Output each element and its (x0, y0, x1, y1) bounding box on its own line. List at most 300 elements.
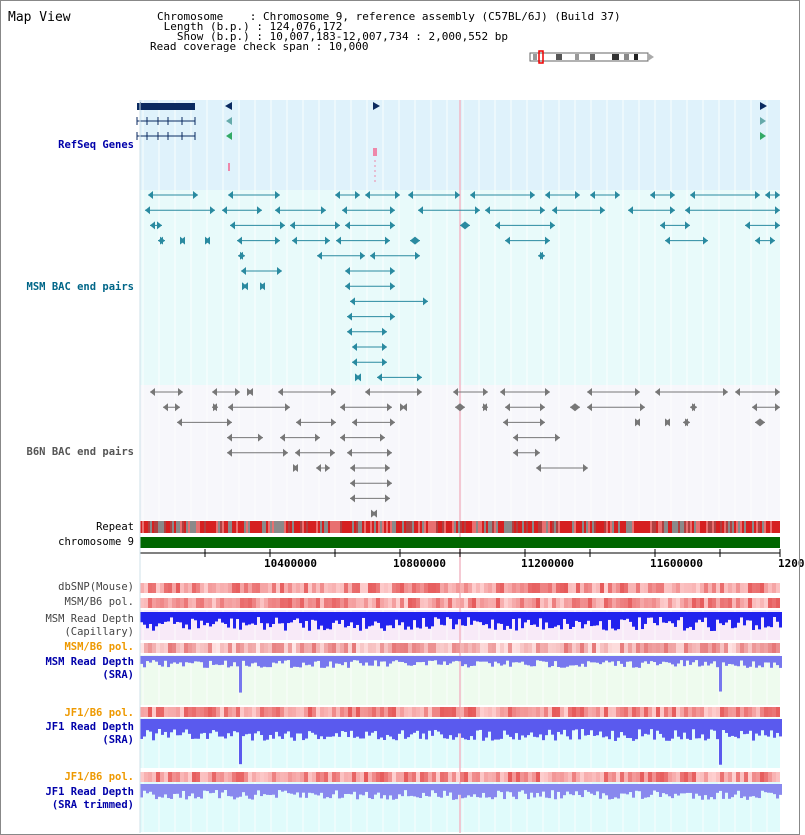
depth-bar (650, 784, 653, 795)
repeat-segment (244, 521, 246, 533)
polymorphism-cell (432, 643, 436, 653)
depth-bar (257, 612, 260, 617)
polymorphism-cell (344, 707, 348, 717)
polymorphism-cell (356, 583, 360, 593)
repeat-segment (738, 521, 740, 533)
repeat-segment (616, 521, 618, 533)
polymorphism-cell (308, 583, 312, 593)
depth-bar (389, 784, 392, 795)
depth-bar (779, 656, 782, 668)
polymorphism-cell (184, 707, 188, 717)
polymorphism-cell (324, 772, 328, 782)
polymorphism-cell (700, 583, 704, 593)
polymorphism-cell (604, 772, 608, 782)
repeat-segment (522, 521, 524, 533)
depth-bar (698, 656, 701, 666)
depth-bar (539, 719, 542, 734)
depth-bar (305, 784, 308, 798)
polymorphism-cell (280, 643, 284, 653)
depth-bar (539, 656, 542, 661)
polymorphism-cell (428, 772, 432, 782)
polymorphism-cell (560, 583, 564, 593)
depth-bar (419, 719, 422, 739)
repeat-segment (662, 521, 664, 533)
polymorphism-cell (296, 643, 300, 653)
depth-bar (566, 784, 569, 792)
page-title: Map View (8, 10, 71, 25)
depth-bar (164, 784, 167, 794)
gene-mark (228, 163, 230, 171)
polymorphism-cell (432, 707, 436, 717)
polymorphism-cell (300, 598, 304, 608)
depth-bar (719, 656, 722, 692)
polymorphism-cell (496, 643, 500, 653)
polymorphism-cell (412, 583, 416, 593)
repeat-segment (404, 521, 406, 533)
polymorphism-cell (332, 643, 336, 653)
repeat-segment (162, 521, 164, 533)
depth-bar (602, 656, 605, 662)
polymorphism-cell (556, 583, 560, 593)
repeat-segment (684, 521, 686, 533)
polymorphism-cell (528, 772, 532, 782)
repeat-segment (476, 521, 478, 533)
polymorphism-cell (164, 707, 168, 717)
ideogram (530, 53, 648, 61)
depth-bar (716, 719, 719, 739)
repeat-segment (584, 521, 586, 533)
depth-bar (152, 656, 155, 660)
depth-bar (686, 612, 689, 628)
polymorphism-cell (240, 598, 244, 608)
repeat-segment (538, 521, 540, 533)
depth-bar (725, 719, 728, 733)
repeat-segment (776, 521, 778, 533)
depth-bar (260, 784, 263, 796)
depth-bar (191, 656, 194, 663)
depth-bar (695, 784, 698, 794)
depth-bar (350, 656, 353, 662)
polymorphism-cell (368, 598, 372, 608)
repeat-segment (612, 521, 614, 533)
repeat-segment (396, 521, 398, 533)
depth-bar (620, 612, 623, 620)
repeat-segment (688, 521, 690, 533)
depth-bar (743, 656, 746, 666)
repeat-segment (700, 521, 702, 533)
depth-bar (383, 612, 386, 631)
depth-bar (194, 612, 197, 620)
polymorphism-cell (288, 598, 292, 608)
depth-bar (380, 784, 383, 798)
polymorphism-cell (564, 583, 568, 593)
depth-bar (200, 656, 203, 662)
polymorphism-cell (168, 772, 172, 782)
polymorphism-cell (392, 643, 396, 653)
polymorphism-cell (528, 583, 532, 593)
polymorphism-cell (352, 707, 356, 717)
polymorphism-cell (440, 772, 444, 782)
polymorphism-cell (208, 583, 212, 593)
depth-bar (191, 719, 194, 739)
depth-bar (359, 612, 362, 631)
polymorphism-cell (340, 707, 344, 717)
polymorphism-cell (428, 643, 432, 653)
polymorphism-cell (428, 598, 432, 608)
repeat-segment (368, 521, 370, 533)
repeat-segment (534, 521, 536, 533)
depth-bar (776, 719, 779, 733)
polymorphism-cell (732, 772, 736, 782)
depth-bar (680, 719, 683, 739)
repeat-segment (680, 521, 682, 533)
depth-bar (521, 612, 524, 628)
polymorphism-cell (728, 583, 732, 593)
repeat-segment (618, 521, 620, 533)
polymorphism-cell (200, 583, 204, 593)
polymorphism-cell (400, 772, 404, 782)
polymorphism-cell (196, 643, 200, 653)
repeat-segment (346, 521, 348, 533)
depth-bar (677, 719, 680, 737)
polymorphism-cell (184, 643, 188, 653)
polymorphism-cell (596, 772, 600, 782)
depth-bar (284, 719, 287, 734)
polymorphism-cell (684, 643, 688, 653)
depth-bar (689, 784, 692, 793)
polymorphism-cell (628, 772, 632, 782)
depth-bar (170, 612, 173, 617)
polymorphism-cell (688, 707, 692, 717)
repeat-segment (582, 521, 584, 533)
repeat-segment (292, 521, 294, 533)
polymorphism-cell (268, 598, 272, 608)
repeat-segment (640, 521, 642, 533)
depth-bar (605, 612, 608, 630)
depth-bar (284, 612, 287, 631)
repeat-segment (506, 521, 508, 533)
depth-bar (188, 719, 191, 734)
polymorphism-cell (204, 772, 208, 782)
depth-bar (608, 784, 611, 799)
depth-bar (647, 784, 650, 797)
polymorphism-cell (312, 583, 316, 593)
polymorphism-cell (644, 772, 648, 782)
polymorphism-cell (316, 772, 320, 782)
polymorphism-cell (392, 772, 396, 782)
depth-bar (476, 719, 479, 731)
polymorphism-cell (764, 707, 768, 717)
depth-bar (740, 612, 743, 617)
polymorphism-cell (584, 772, 588, 782)
polymorphism-cell (256, 583, 260, 593)
depth-bar (341, 784, 344, 798)
polymorphism-cell (468, 772, 472, 782)
depth-bar (728, 656, 731, 664)
polymorphism-cell (332, 707, 336, 717)
repeat-segment (414, 521, 416, 533)
polymorphism-cell (512, 643, 516, 653)
polymorphism-cell (596, 643, 600, 653)
polymorphism-cell (192, 598, 196, 608)
depth-bar (410, 612, 413, 630)
polymorphism-cell (616, 583, 620, 593)
depth-bar (578, 656, 581, 667)
repeat-segment (462, 521, 464, 533)
depth-bar (146, 656, 149, 661)
depth-bar (425, 612, 428, 627)
polymorphism-cell (140, 643, 144, 653)
polymorphism-cell (460, 707, 464, 717)
depth-bar (749, 784, 752, 797)
polymorphism-cell (188, 583, 192, 593)
depth-bar (203, 656, 206, 668)
depth-bar (347, 612, 350, 626)
repeat-segment (484, 521, 486, 533)
depth-bar (266, 612, 269, 623)
polymorphism-cell (396, 598, 400, 608)
polymorphism-cell (288, 583, 292, 593)
repeat-segment (514, 521, 516, 533)
depth-bar (218, 784, 221, 798)
polymorphism-cell (396, 707, 400, 717)
repeat-segment (460, 521, 462, 533)
polymorphism-cell (216, 598, 220, 608)
polymorphism-cell (340, 598, 344, 608)
polymorphism-cell (264, 583, 268, 593)
polymorphism-cell (700, 598, 704, 608)
repeat-segment (314, 521, 316, 533)
depth-bar (194, 719, 197, 739)
depth-bar (326, 719, 329, 737)
polymorphism-cell (760, 583, 764, 593)
depth-bar (185, 656, 188, 662)
repeat-segment (744, 521, 746, 533)
depth-bar (350, 612, 353, 622)
chromosome-bar (140, 537, 780, 548)
repeat-segment (458, 521, 460, 533)
polymorphism-cell (456, 598, 460, 608)
polymorphism-cell (636, 643, 640, 653)
repeat-segment (194, 521, 196, 533)
repeat-segment (708, 521, 710, 533)
polymorphism-cell (396, 643, 400, 653)
repeat-segment (412, 521, 414, 533)
depth-bar (500, 612, 503, 624)
polymorphism-cell (512, 583, 516, 593)
repeat-segment (182, 521, 184, 533)
repeat-segment (432, 521, 434, 533)
polymorphism-cell (320, 772, 324, 782)
depth-bar (143, 784, 146, 791)
depth-bar (560, 612, 563, 629)
polymorphism-cell (356, 707, 360, 717)
depth-bar (596, 656, 599, 663)
polymorphism-cell (720, 583, 724, 593)
depth-bar (245, 612, 248, 625)
polymorphism-cell (660, 583, 664, 593)
depth-bar (332, 719, 335, 736)
depth-bar (662, 784, 665, 793)
polymorphism-cell (548, 772, 552, 782)
depth-bar (362, 784, 365, 795)
polymorphism-cell (432, 583, 436, 593)
gene-mark (373, 148, 377, 156)
depth-bar (623, 784, 626, 794)
depth-bar (704, 656, 707, 662)
depth-bar (704, 719, 707, 740)
depth-bar (281, 656, 284, 663)
polymorphism-cell (752, 772, 756, 782)
polymorphism-cell (448, 583, 452, 593)
depth-bar (656, 784, 659, 792)
repeat-segment (758, 521, 760, 533)
depth-bar (539, 784, 542, 797)
depth-bar (710, 612, 713, 631)
track-label-msm-bac[interactable]: MSM BAC end pairs (26, 281, 134, 293)
polymorphism-cell (148, 583, 152, 593)
depth-bar (743, 719, 746, 734)
polymorphism-cell (184, 598, 188, 608)
polymorphism-cell (756, 707, 760, 717)
depth-bar (515, 784, 518, 799)
depth-bar (779, 612, 782, 628)
ideogram-band (624, 54, 629, 60)
track-label-b6n-bac[interactable]: B6N BAC end pairs (26, 446, 134, 458)
depth-bar (362, 612, 365, 618)
polymorphism-cell (412, 598, 416, 608)
repeat-segment (278, 521, 280, 533)
depth-bar (218, 612, 221, 619)
depth-bar (710, 784, 713, 797)
depth-bar (560, 784, 563, 798)
depth-bar (311, 656, 314, 666)
depth-bar (293, 656, 296, 667)
depth-bar (296, 784, 299, 792)
depth-bar (362, 719, 365, 738)
depth-bar (737, 784, 740, 791)
show-range-info: Show (b.p.) : 10,007,183-12,007,734 : 2,000,552 bp (157, 30, 508, 43)
repeat-segment (198, 521, 200, 533)
polymorphism-cell (496, 583, 500, 593)
depth-bar (737, 719, 740, 738)
depth-bar (365, 612, 368, 629)
polymorphism-cell (532, 643, 536, 653)
polymorphism-cell (524, 583, 528, 593)
polymorphism-cell (720, 772, 724, 782)
repeat-segment (530, 521, 532, 533)
depth-bar (269, 656, 272, 667)
track-label-refseq[interactable]: RefSeq Genes (58, 139, 134, 151)
polymorphism-cell (220, 598, 224, 608)
depth-bar (665, 719, 668, 741)
polymorphism-cell (672, 643, 676, 653)
track-label-msm-b6-pol: MSM/B6 pol. (64, 596, 134, 608)
polymorphism-cell (772, 772, 776, 782)
depth-bar (674, 612, 677, 627)
repeat-segment (208, 521, 210, 533)
polymorphism-cell (208, 643, 212, 653)
polymorphism-cell (448, 598, 452, 608)
depth-bar (758, 784, 761, 798)
depth-bar (653, 656, 656, 662)
depth-bar (722, 719, 725, 730)
depth-bar (527, 612, 530, 620)
polymorphism-cell (588, 583, 592, 593)
depth-bar (698, 612, 701, 620)
depth-bar (605, 656, 608, 661)
polymorphism-cell (764, 583, 768, 593)
repeat-segment (728, 521, 730, 533)
axis-tick-label: 11200000 (521, 557, 574, 570)
depth-bar (227, 784, 230, 796)
depth-bar (179, 612, 182, 622)
repeat-segment (634, 521, 636, 533)
polymorphism-cell (388, 772, 392, 782)
depth-bar (503, 784, 506, 799)
repeat-segment (142, 521, 144, 533)
depth-bar (554, 612, 557, 627)
polymorphism-cell (692, 598, 696, 608)
depth-bar (506, 784, 509, 791)
depth-bar (542, 656, 545, 661)
polymorphism-cell (432, 772, 436, 782)
depth-bar (299, 656, 302, 667)
polymorphism-cell (260, 598, 264, 608)
depth-bar (362, 656, 365, 666)
polymorphism-cell (744, 643, 748, 653)
polymorphism-cell (600, 772, 604, 782)
depth-bar (371, 719, 374, 733)
polymorphism-cell (672, 772, 676, 782)
repeat-segment (678, 521, 680, 533)
polymorphism-cell (248, 772, 252, 782)
polymorphism-cell (292, 707, 296, 717)
repeat-segment (146, 521, 148, 533)
polymorphism-cell (188, 772, 192, 782)
polymorphism-cell (404, 772, 408, 782)
depth-bar (641, 719, 644, 736)
polymorphism-cell (324, 583, 328, 593)
track-label-repeat: Repeat (96, 521, 134, 533)
depth-bar (758, 656, 761, 666)
depth-bar (500, 656, 503, 666)
polymorphism-cell (728, 643, 732, 653)
polymorphism-cell (288, 707, 292, 717)
depth-bar (314, 719, 317, 735)
depth-bar (596, 719, 599, 735)
depth-bar (209, 656, 212, 661)
polymorphism-cell (712, 598, 716, 608)
polymorphism-cell (348, 772, 352, 782)
repeat-segment (154, 521, 156, 533)
depth-bar (608, 612, 611, 620)
depth-bar (536, 784, 539, 793)
depth-bar (557, 656, 560, 667)
polymorphism-cell (572, 772, 576, 782)
depth-bar (644, 784, 647, 798)
depth-bar (206, 784, 209, 791)
polymorphism-cell (376, 598, 380, 608)
depth-bar (377, 784, 380, 793)
depth-bar (497, 719, 500, 740)
depth-bar (551, 784, 554, 790)
repeat-segment (488, 521, 490, 533)
repeat-segment (590, 521, 592, 533)
repeat-segment (308, 521, 310, 533)
polymorphism-cell (280, 583, 284, 593)
depth-bar (671, 612, 674, 623)
